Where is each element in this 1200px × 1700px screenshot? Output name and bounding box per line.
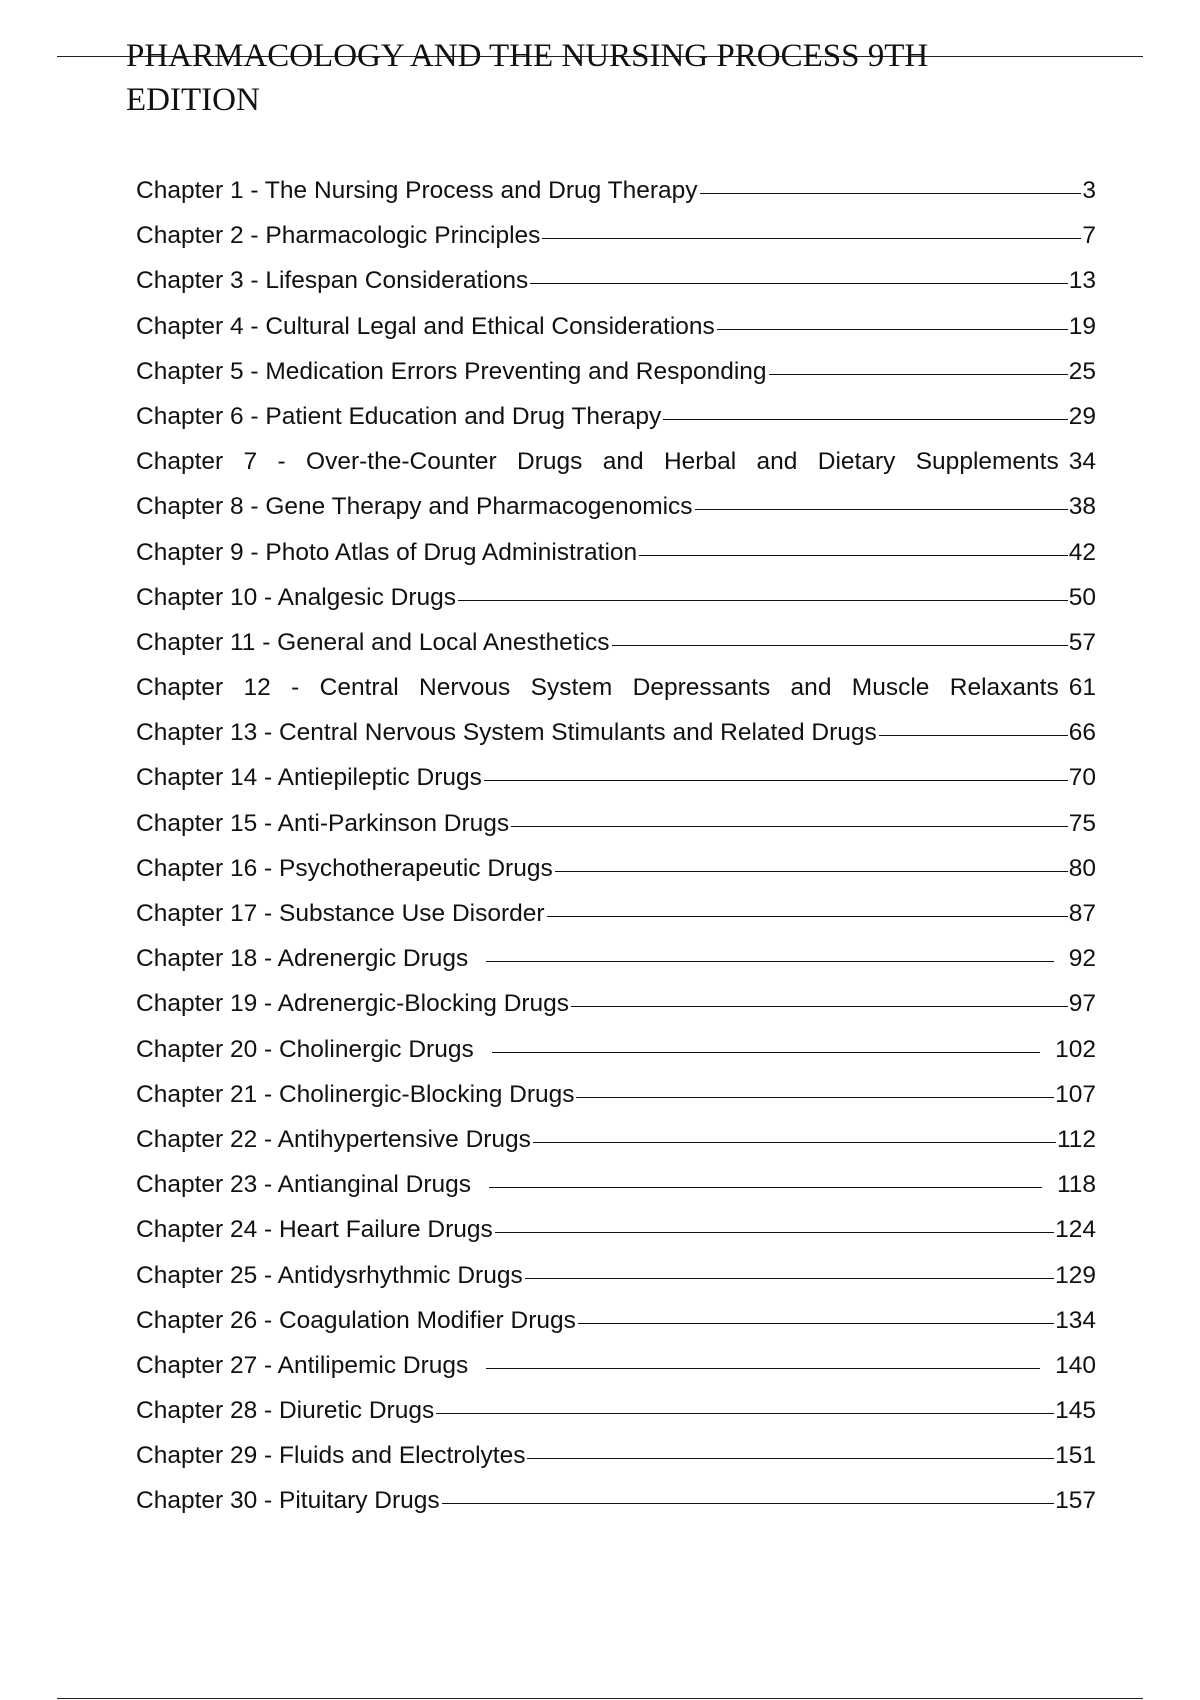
toc-entry (136, 846, 1096, 891)
toc-entry-page: 13 (1068, 267, 1096, 295)
toc-leader-line (511, 826, 1068, 827)
toc-entry (136, 1117, 1096, 1162)
toc-entry (136, 891, 1096, 936)
toc-leader-line (525, 1278, 1054, 1279)
toc-entry-title: Chapter 16 - Psychotherapeutic Drugs (136, 854, 553, 882)
toc-entry-title: Chapter 14 - Antiepileptic Drugs (136, 764, 482, 792)
toc-entry (136, 1162, 1096, 1207)
toc-entry (136, 168, 1096, 213)
toc-entry (136, 620, 1096, 665)
toc-leader-line (576, 1097, 1054, 1098)
toc-entry-title: Chapter 15 - Anti-Parkinson Drugs (136, 809, 510, 837)
toc-entry (136, 936, 1096, 981)
toc-leader-line (578, 1323, 1054, 1324)
toc-entry-title: Chapter 7 - Over-the-Counter Drugs and Herbal and Dietary Supplements (136, 448, 1059, 476)
toc-entry (136, 1298, 1096, 1343)
toc-entry (136, 665, 1096, 710)
toc-entry (136, 394, 1096, 439)
toc-entry (136, 1343, 1096, 1388)
toc-leader-line (458, 600, 1068, 601)
toc-entry-title: Chapter 11 - General and Local Anesthetics (136, 628, 610, 656)
toc-entry (136, 1253, 1096, 1298)
toc-entry-title: Chapter 2 - Pharmacologic Principles (136, 222, 541, 250)
toc-leader-line (700, 193, 1082, 194)
toc-leader-line (436, 1413, 1054, 1414)
toc-leader-line (489, 1187, 1042, 1188)
toc-entry-page: 38 (1068, 493, 1096, 521)
toc-entry-page: 7 (1082, 222, 1096, 250)
toc-entry-page: 29 (1068, 402, 1096, 430)
toc-entry-page: 70 (1068, 764, 1096, 792)
toc-entry-title: Chapter 19 - Adrenergic-Blocking Drugs (136, 990, 570, 1018)
toc-entry (136, 710, 1096, 755)
toc-entry-title: Chapter 28 - Diuretic Drugs (136, 1397, 435, 1425)
toc-leader-line (542, 238, 1081, 239)
toc-entry-title: Chapter 21 - Cholinergic-Blocking Drugs (136, 1080, 575, 1108)
toc-leader-line (639, 555, 1068, 556)
toc-entry-page: 151 (1055, 1442, 1096, 1470)
toc-entry-title: Chapter 24 - Heart Failure Drugs (136, 1216, 493, 1244)
toc-entry-page: 75 (1068, 809, 1096, 837)
toc-entry-page: 129 (1055, 1261, 1096, 1289)
toc-entry-title: Chapter 8 - Gene Therapy and Pharmacogenomics (136, 493, 693, 521)
toc-leader-line (879, 735, 1068, 736)
toc-entry-page: 145 (1055, 1397, 1096, 1425)
toc-entry-page: 61 (1068, 674, 1096, 702)
toc-entry-title: Chapter 20 - Cholinergic Drugs (136, 1035, 474, 1063)
toc-entry (136, 530, 1096, 575)
toc-entry-page: 107 (1055, 1080, 1096, 1108)
table-of-contents (136, 168, 1096, 1524)
toc-entry-page: 102 (1055, 1035, 1096, 1063)
toc-leader-line (663, 419, 1067, 420)
toc-entry-page: 134 (1055, 1306, 1096, 1334)
toc-leader-line (484, 780, 1068, 781)
toc-entry-page: 42 (1068, 538, 1096, 566)
toc-entry (136, 1388, 1096, 1433)
toc-entry-page: 80 (1068, 854, 1096, 882)
toc-entry-page: 19 (1068, 312, 1096, 340)
toc-entry-title: Chapter 29 - Fluids and Electrolytes (136, 1442, 526, 1470)
toc-entry-page: 66 (1068, 719, 1096, 747)
toc-entry (136, 575, 1096, 620)
toc-entry-title: Chapter 25 - Antidysrhythmic Drugs (136, 1261, 523, 1289)
toc-leader-line (530, 283, 1068, 284)
toc-entry-title: Chapter 1 - The Nursing Process and Drug Therapy (136, 177, 698, 204)
toc-leader-line (612, 645, 1068, 646)
footer-rule (57, 1698, 1143, 1699)
toc-leader-line (769, 374, 1068, 375)
toc-entry-page: 25 (1068, 357, 1096, 385)
toc-entry-title: Chapter 18 - Adrenergic Drugs (136, 945, 469, 973)
toc-entry-title: Chapter 22 - Antihypertensive Drugs (136, 1125, 531, 1153)
toc-entry (136, 439, 1096, 484)
toc-entry-title: Chapter 4 - Cultural Legal and Ethical Considerations (136, 312, 715, 340)
toc-entry (136, 801, 1096, 846)
toc-entry-title: Chapter 9 - Photo Atlas of Drug Administration (136, 538, 638, 566)
toc-entry (136, 981, 1096, 1026)
toc-entry (136, 1433, 1096, 1478)
toc-entry-page: 97 (1068, 990, 1096, 1018)
toc-entry (136, 304, 1096, 349)
toc-entry-title: Chapter 26 - Coagulation Modifier Drugs (136, 1306, 576, 1334)
toc-leader-line (486, 961, 1053, 962)
toc-entry-page: 157 (1055, 1487, 1096, 1515)
document-title: PHARMACOLOGY AND THE NURSING PROCESS 9TH EDITION (126, 38, 929, 118)
toc-entry-page: 140 (1055, 1351, 1096, 1379)
toc-leader-line (695, 509, 1068, 510)
toc-entry-title: Chapter 3 - Lifespan Considerations (136, 267, 529, 295)
toc-entry (136, 213, 1096, 258)
toc-entry-page: 57 (1068, 628, 1096, 656)
toc-entry-title: Chapter 17 - Substance Use Disorder (136, 900, 545, 927)
toc-entry-page: 50 (1068, 583, 1096, 611)
toc-leader-line (547, 916, 1068, 917)
toc-entry-title: Chapter 5 - Medication Errors Preventing and Responding (136, 357, 767, 385)
toc-leader-line (486, 1368, 1040, 1369)
toc-entry-page: 112 (1056, 1125, 1096, 1153)
toc-entry-title: Chapter 6 - Patient Education and Drug Therapy (136, 402, 662, 430)
toc-leader-line (533, 1142, 1056, 1143)
toc-entry (136, 1072, 1096, 1117)
toc-entry-page: 34 (1068, 448, 1096, 476)
toc-entry-title: Chapter 13 - Central Nervous System Stimulants and Related Drugs (136, 719, 877, 747)
toc-entry-title: Chapter 12 - Central Nervous System Depressants and Muscle Relaxants (136, 674, 1059, 702)
toc-entry-page: 92 (1068, 945, 1096, 973)
toc-leader-line (571, 1006, 1068, 1007)
toc-entry-page: 118 (1056, 1171, 1096, 1199)
toc-leader-line (442, 1503, 1054, 1504)
toc-entry-title: Chapter 27 - Antilipemic Drugs (136, 1351, 469, 1379)
toc-entry (136, 258, 1096, 303)
toc-leader-line (492, 1052, 1040, 1053)
toc-entry (136, 484, 1096, 529)
toc-leader-line (527, 1458, 1054, 1459)
toc-entry-title: Chapter 23 - Antianginal Drugs (136, 1171, 472, 1199)
toc-entry (136, 349, 1096, 394)
toc-leader-line (495, 1232, 1054, 1233)
toc-entry-title: Chapter 30 - Pituitary Drugs (136, 1487, 440, 1515)
toc-entry-title: Chapter 10 - Analgesic Drugs (136, 583, 457, 611)
toc-entry (136, 1027, 1096, 1072)
toc-entry-page: 124 (1055, 1216, 1096, 1244)
toc-entry (136, 1207, 1096, 1252)
toc-entry-page: 3 (1082, 177, 1096, 204)
toc-entry-page: 87 (1068, 900, 1096, 927)
toc-leader-line (555, 871, 1068, 872)
toc-entry (136, 1478, 1096, 1523)
toc-entry (136, 755, 1096, 800)
toc-leader-line (717, 329, 1068, 330)
